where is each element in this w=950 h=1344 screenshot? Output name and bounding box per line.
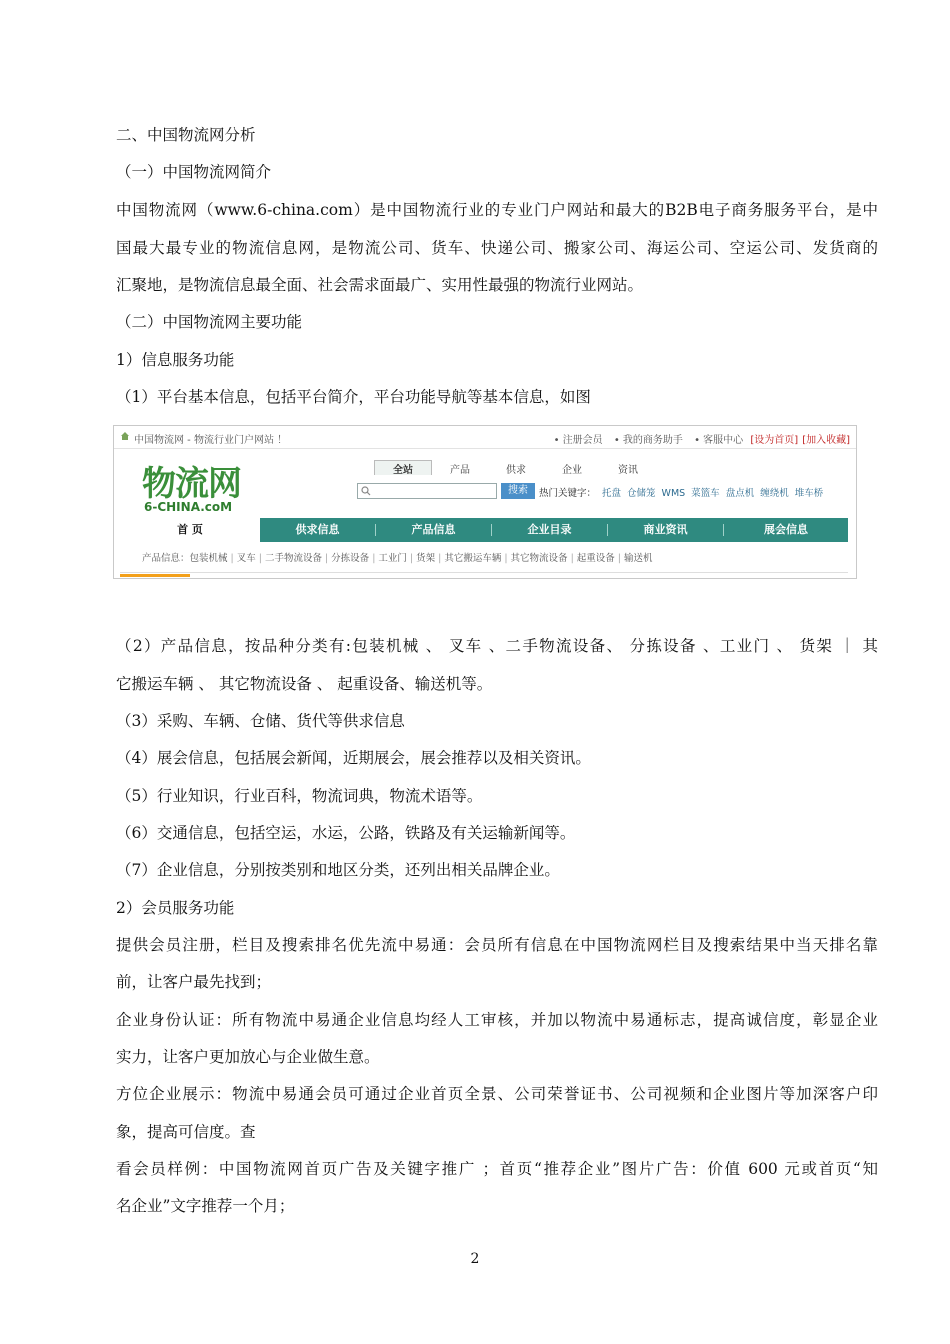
subnav-item[interactable]: 叉车	[236, 553, 256, 564]
list-heading: 1）信息服务功能	[116, 351, 235, 369]
nav-news[interactable]: 商业资讯	[643, 523, 688, 536]
paragraph-line: 汇聚地，是物流信息最全面、社会需求面最广、实用性最强的物流行业网站。	[116, 276, 644, 294]
nav-exhibitions[interactable]: 展会信息	[764, 523, 808, 536]
keyword-link[interactable]: 仓储笼	[627, 488, 656, 499]
tab-companies[interactable]: 企业	[562, 465, 582, 476]
tab-supply[interactable]: 供求	[506, 465, 526, 476]
paragraph-line: 实力，让客户更加放心与企业做生意。	[116, 1048, 380, 1066]
search-icon	[361, 486, 371, 496]
hot-keywords-label: 热门关键字：	[539, 488, 597, 499]
accent-bar	[120, 574, 190, 577]
subnav-item[interactable]: 起重设备	[576, 553, 615, 564]
top-links	[546, 431, 850, 446]
top-bar	[114, 426, 856, 449]
subnav-item[interactable]: 分拣设备	[331, 553, 370, 564]
site-title: 中国物流网 - 物流行业门户网站 ！	[134, 435, 288, 446]
nav-products[interactable]: 产品信息	[411, 523, 456, 536]
nav-home[interactable]: 首 页	[120, 518, 260, 542]
subnav-item[interactable]: 其它搬运车辆	[444, 553, 502, 564]
keyword-link[interactable]: 盘点机	[725, 488, 755, 499]
site-logo[interactable]	[142, 456, 262, 518]
service-center-link[interactable]: • 客服中心	[694, 435, 744, 446]
list-item: （6）交通信息，包括空运，水运，公路，铁路及有关运输新闻等。	[116, 824, 576, 842]
main-nav	[120, 518, 848, 542]
paragraph-line: 象，提高可信度。查	[116, 1123, 256, 1141]
business-assistant-link[interactable]: • 我的商务助手	[613, 435, 683, 446]
website-screenshot	[113, 425, 857, 579]
subnav-item[interactable]: 二手物流设备	[264, 553, 322, 564]
subnav-item[interactable]: 工业门	[378, 553, 407, 564]
paragraph-line: 方位企业展示：物流中易通会员可通过企业首页全景、公司荣誉证书、公司视频和企业图片等加深客户印	[116, 1085, 878, 1103]
list-item-continued: 它搬运车辆 、 其它物流设备 、 起重设备、输送机等。	[116, 675, 493, 693]
paragraph-line: 国最大最专业的物流信息网，是物流公司、货车、快递公司、搬家公司、海运公司、空运公司、发货商的	[116, 239, 878, 257]
tab-products[interactable]: 产品	[450, 465, 470, 476]
list-item: （7）企业信息，分别按类别和地区分类，还列出相关品牌企业。	[116, 861, 560, 879]
list-item: （4）展会信息，包括展会新闻，近期展会，展会推荐以及相关资讯。	[116, 749, 591, 767]
subnav-item[interactable]: 输送机	[623, 553, 653, 564]
sub-nav: 产品信息：包装机械 | 叉车 | 二手物流设备 | 分拣设备 | 工业门 | 货架 | 其它搬运车辆 | 其它物流设备 | 起重设备 | 输送机	[142, 553, 653, 564]
paragraph-line: 中国物流网（www.6-china.com）是中国物流行业的专业门户网站和最大的B2B电子商务服务平台，是中	[116, 201, 878, 219]
paragraph-line: 前，让客户最先找到；	[116, 973, 272, 991]
tab-all[interactable]: 全站	[374, 460, 432, 475]
subsection-heading: （一）中国物流网简介	[116, 163, 272, 181]
logo-text: 物流网	[142, 464, 241, 504]
keyword-link[interactable]: 堆车桥	[794, 488, 824, 499]
logo-subtext: 6-CHINA.coM	[144, 500, 233, 514]
subnav-item[interactable]: 货架	[416, 553, 436, 564]
set-homepage-link[interactable]: [设为首页]	[750, 435, 799, 446]
list-heading: 2）会员服务功能	[116, 899, 235, 917]
paragraph-line: 企业身份认证：所有物流中易通企业信息均经人工审核，并加以物流中易通标志，提高诚信度，彰显企业	[116, 1011, 878, 1029]
home-icon	[120, 431, 130, 441]
search-tabs	[374, 460, 656, 476]
list-item: （1）平台基本信息，包括平台简介，平台功能导航等基本信息，如图	[116, 388, 591, 406]
keyword-link[interactable]: 菜篮车	[691, 488, 720, 499]
section-heading: 二、中国物流网分析	[116, 126, 256, 144]
search-input[interactable]	[357, 483, 497, 499]
nav-directory[interactable]: 企业目录	[527, 523, 572, 536]
keyword-link[interactable]: WMS	[661, 488, 686, 499]
subnav-item[interactable]: 包装机械	[189, 553, 228, 564]
add-favorite-link[interactable]: [加入收藏]	[802, 435, 850, 446]
divider	[120, 572, 848, 573]
subnav-label: 产品信息：	[142, 553, 190, 564]
list-item: （5）行业知识，行业百科，物流词典，物流术语等。	[116, 787, 483, 805]
nav-supply[interactable]: 供求信息	[295, 523, 340, 536]
paragraph-line: 名企业”文字推荐一个月；	[116, 1197, 295, 1215]
register-link[interactable]: • 注册会员	[553, 435, 603, 446]
list-item: （3）采购、车辆、仓储、货代等供求信息	[116, 712, 405, 730]
hot-keywords	[539, 485, 823, 499]
keyword-link[interactable]: 缠绕机	[760, 488, 789, 499]
tab-news[interactable]: 资讯	[618, 465, 638, 476]
subnav-item[interactable]: 其它物流设备	[510, 553, 568, 564]
page-number: 2	[470, 1251, 480, 1267]
paragraph-line: 提供会员注册，栏目及搜索排名优先流中易通：会员所有信息在中国物流网栏目及搜索结果中当天排名靠	[116, 936, 878, 954]
search-button[interactable]: 搜索	[501, 483, 535, 499]
list-item: （2）产品信息，按品种分类有:包装机械 、 叉车 、二手物流设备、 分拣设备 、工业门 、 货架 ｜ 其	[116, 637, 878, 655]
subsection-heading: （二）中国物流网主要功能	[116, 313, 303, 331]
paragraph-line: 看会员样例：中国物流网首页广告及关键字推广 ；首页“推荐企业”图片广告：价值 600 元或首页“知	[116, 1160, 878, 1178]
keyword-link[interactable]: 托盘	[602, 488, 622, 499]
